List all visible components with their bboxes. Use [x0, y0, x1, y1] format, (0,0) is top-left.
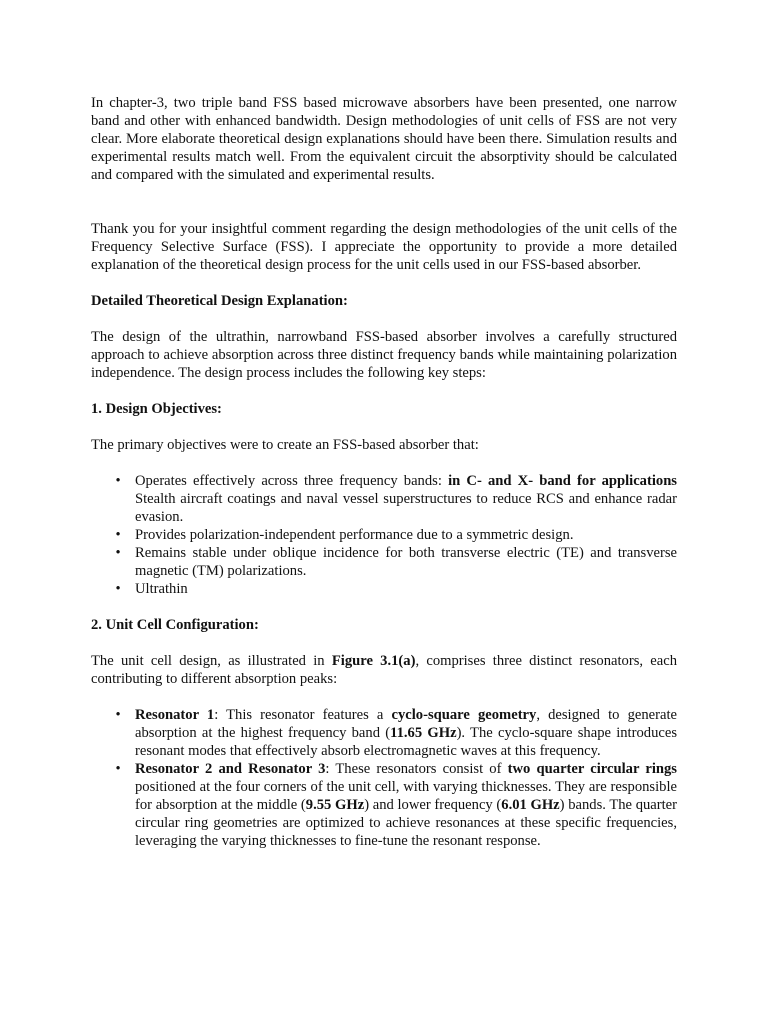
list-item: [91, 580, 677, 598]
review-comment-paragraph: In chapter-3, two triple band FSS based microwave absorbers have been presented, one narrow band and other with enhanced bandwidth. Design methodologies of unit cells of FSS are not very clear. More elaborate theoretical design explanations should have been there. Simulation results and experimental results match well. From the equivalent circuit the absorptivity should be calculated and compared with the simulated and experimental results.: [91, 95, 677, 183]
unit-cell-intro-text: The unit cell design, as illustrated in: [91, 653, 332, 669]
frequency-value: 9.55 GHz: [305, 797, 365, 813]
spacer: [91, 598, 677, 616]
bullet-icon: •: [115, 707, 121, 723]
list-item-resonator-1: [91, 706, 677, 760]
list-item-text: ). The cyclo-square shape introduces resonant modes that effectively absorb electromagnetic waves at this frequency.: [135, 725, 677, 759]
spacer: [91, 688, 677, 706]
objectives-list: [91, 472, 677, 598]
bullet-icon: •: [115, 581, 121, 597]
list-item-text: positioned at the four corners of the unit cell, with varying thicknesses. They are responsible for absorption at the middle (: [135, 779, 677, 813]
list-item-text: Operates effectively across three frequency bands:: [135, 473, 449, 489]
bullet-icon: •: [115, 545, 121, 561]
unit-cell-intro: [91, 652, 677, 688]
list-item-text: ) bands. The quarter circular ring geometries are optimized to achieve resonances at these specific frequencies, leveraging the varying thicknesses to fine-tune the resonant response.: [135, 797, 678, 849]
objectives-heading: 1. Design Objectives:: [91, 401, 222, 417]
document-page: [91, 94, 677, 850]
spacer: [91, 184, 677, 220]
response-intro-paragraph: Thank you for your insightful comment regarding the design methodologies of the unit cells of the Frequency Selective Surface (FSS). I appreciate the opportunity to provide a more detailed explanation of the theoretical design process for the unit cells used in our FSS-based absorber.: [91, 221, 677, 273]
unit-cell-heading: 2. Unit Cell Configuration:: [91, 617, 259, 633]
list-item-text: ) and lower frequency (: [364, 797, 502, 813]
spacer: [91, 382, 677, 400]
geometry-term: two quarter circular rings: [507, 761, 677, 777]
spacer: [91, 418, 677, 436]
geometry-term: cyclo-square geometry: [391, 707, 537, 723]
resonator-list: [91, 706, 677, 850]
spacer: [91, 310, 677, 328]
list-item-text: Remains stable under oblique incidence for both transverse electric (TE) and transverse magnetic (TM) polarizations.: [135, 545, 677, 579]
list-item-text: : These resonators consist of: [325, 761, 508, 777]
list-item-bold-text: in C- and X- band for applications: [448, 473, 677, 489]
list-item: [91, 526, 677, 544]
section-heading: Detailed Theoretical Design Explanation:: [91, 293, 348, 309]
list-item-text: Stealth aircraft coatings and naval vessel superstructures to reduce RCS and enhance radar evasion.: [135, 491, 677, 525]
frequency-value: 11.65 GHz: [390, 725, 457, 741]
list-item-text: , designed to generate absorption at the highest frequency band (: [135, 707, 677, 741]
resonator-name: Resonator 2 and Resonator 3: [135, 761, 326, 777]
unit-cell-intro-text: , comprises three distinct resonators, each contributing to different absorption peaks:: [91, 653, 678, 687]
bullet-icon: •: [115, 527, 121, 543]
list-item-text: : This resonator features a: [214, 707, 392, 723]
figure-reference: Figure 3.1(a): [331, 653, 416, 669]
spacer: [91, 274, 677, 292]
list-item-resonator-2-3: [91, 760, 677, 850]
list-item: [91, 544, 677, 580]
bullet-icon: •: [115, 761, 121, 777]
frequency-value: 6.01 GHz: [501, 797, 560, 813]
list-item: [91, 472, 677, 526]
resonator-name: Resonator 1: [135, 707, 215, 723]
bullet-icon: •: [115, 473, 121, 489]
list-item-text: Ultrathin: [135, 581, 188, 597]
spacer: [91, 634, 677, 652]
spacer: [91, 454, 677, 472]
objectives-intro: The primary objectives were to create an FSS-based absorber that:: [91, 437, 479, 453]
list-item-text: Provides polarization-independent performance due to a symmetric design.: [135, 527, 574, 543]
section-intro-paragraph: The design of the ultrathin, narrowband FSS-based absorber involves a carefully structured approach to achieve absorption across three distinct frequency bands while maintaining polarization independence. The design process includes the following key steps:: [91, 329, 677, 381]
